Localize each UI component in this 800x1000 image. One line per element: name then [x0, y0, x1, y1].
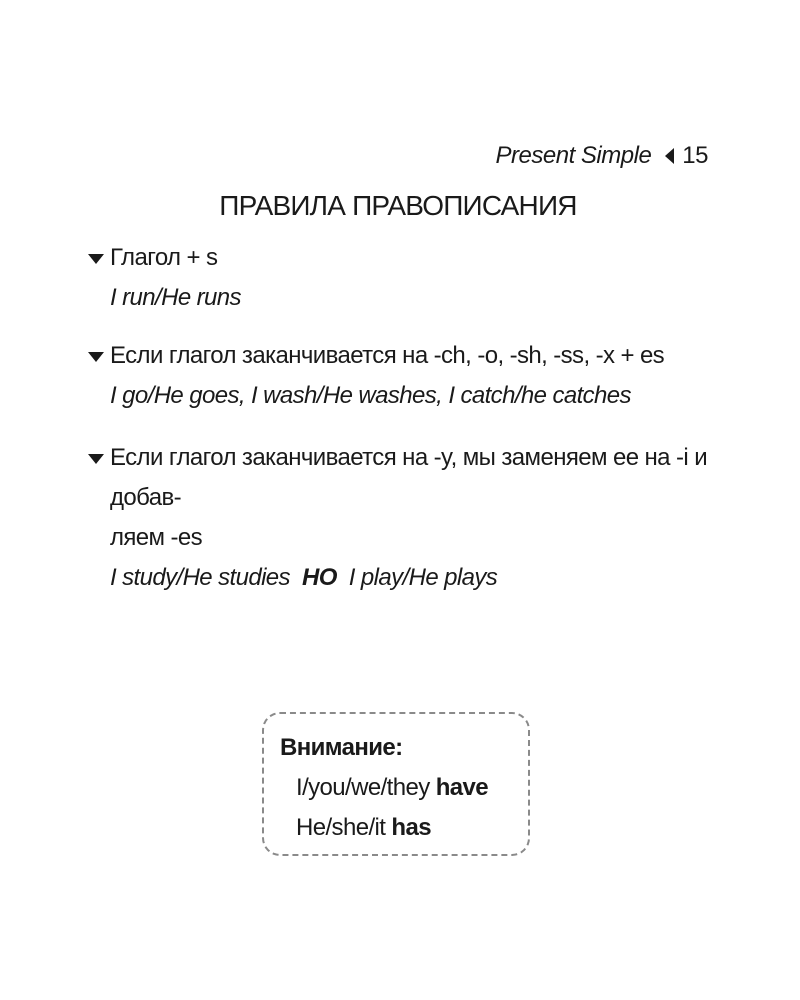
bullet-triangle-icon: [88, 352, 104, 362]
rule-example: I go/He goes, I wash/He washes, I catch/he catches: [110, 382, 631, 409]
page-header: [496, 142, 708, 170]
note-title: Внимание:: [280, 734, 403, 761]
note-line-plural: [296, 774, 488, 802]
note-line2-verb: has: [391, 814, 431, 841]
example-part1: I study/He studies: [110, 564, 290, 591]
rule-item: [88, 238, 718, 318]
rule-text-line2: ляем -es: [110, 524, 203, 551]
bullet-triangle-icon: [88, 454, 104, 464]
section-name: Present Simple: [495, 142, 652, 169]
attention-note-box: [262, 712, 530, 856]
example-connector: НО: [301, 564, 337, 591]
left-triangle-icon: [665, 148, 674, 164]
page-title: ПРАВИЛА ПРАВОПИСАНИЯ: [219, 190, 577, 221]
rule-text: Глагол + s: [110, 244, 218, 271]
note-line2-prefix: He/she/it: [296, 814, 386, 841]
rule-text: Если глагол заканчивается на -ch, -o, -sh, -ss, -x + es: [110, 342, 665, 369]
rule-item: [88, 438, 718, 598]
note-line-singular: [296, 814, 431, 842]
example-part2: I play/He plays: [348, 564, 498, 591]
bullet-triangle-icon: [88, 254, 104, 264]
rule-example: I run/He runs: [110, 284, 241, 311]
rule-item: [88, 336, 718, 416]
note-line1-prefix: I/you/we/they: [296, 774, 430, 801]
rule-text-line1: Если глагол заканчивается на -y, мы заменяем ее на -i и добав-: [110, 444, 708, 511]
rule-example: [110, 558, 718, 598]
page-number: 15: [682, 142, 708, 169]
note-line1-verb: have: [435, 774, 489, 801]
